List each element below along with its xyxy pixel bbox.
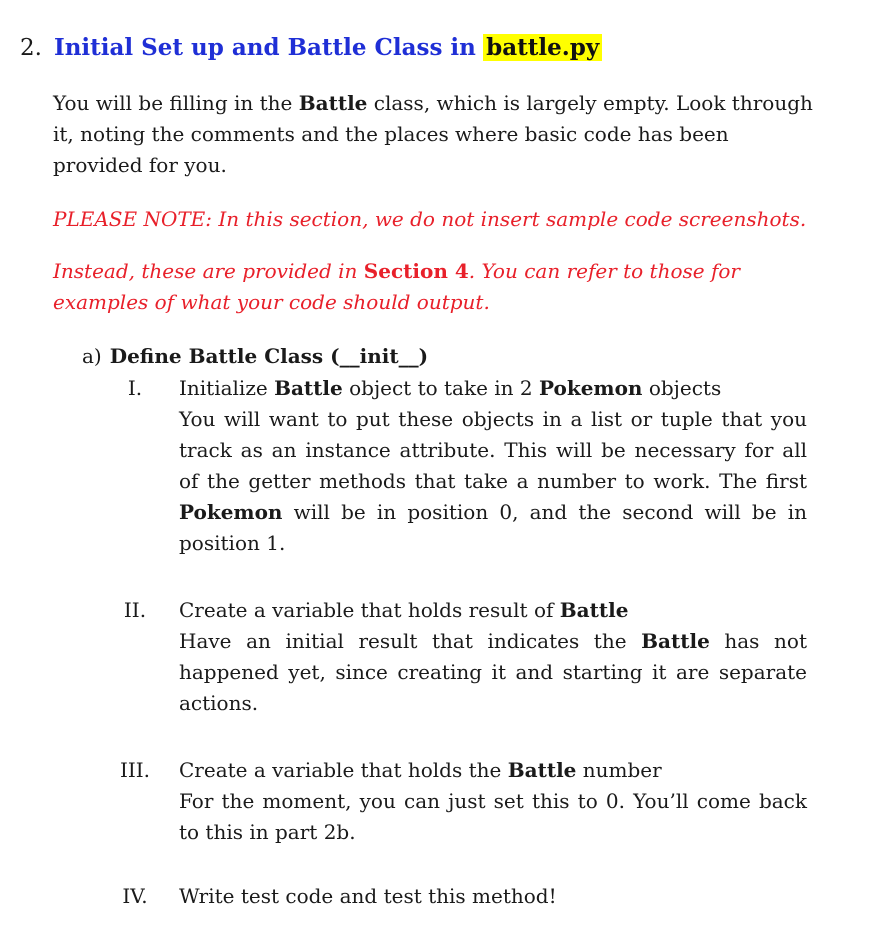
section-heading — [20, 30, 602, 66]
list-item-content — [179, 373, 807, 559]
list-item-body — [179, 626, 807, 719]
body-bold: Pokemon — [179, 500, 283, 524]
title-bold: Pokemon — [539, 376, 643, 400]
list-marker: II. — [123, 598, 147, 622]
list-item-title — [179, 755, 807, 786]
list-item-title — [179, 595, 807, 626]
list-item-title: Write test code and test this method! — [179, 884, 557, 908]
section-number: 2. — [20, 35, 42, 61]
list-item-body: For the moment, you can just set this to 0. You’ll come back to this in part 2b. — [179, 789, 807, 844]
title-text: objects — [648, 376, 722, 400]
body-text: will be in position 0, and the second will be in position 1. — [179, 500, 808, 555]
list-item-content — [179, 881, 807, 912]
list-item-content — [179, 755, 807, 848]
note-text-2: . You can refer to those for examples of what your code should output. — [53, 259, 740, 314]
title-text: Create a variable that holds result of — [179, 598, 554, 622]
title-bold: Battle — [559, 598, 629, 622]
list-item-content — [179, 595, 807, 719]
title-text: number — [582, 758, 662, 782]
body-text: You will want to put these objects in a list or tuple that you track as an instance attribute. This will be necessary for all of the getter methods that take a number to work. The first — [179, 407, 807, 493]
intro-paragraph — [53, 88, 823, 181]
list-marker: I. — [127, 376, 143, 400]
subsection-letter: a) — [82, 344, 102, 368]
body-bold: Battle — [641, 629, 710, 653]
note-bold: Section 4 — [363, 259, 469, 283]
title-text: object to take in 2 — [349, 376, 533, 400]
title-bold: Battle — [507, 758, 577, 782]
highlighted-filename: battle.py — [483, 34, 602, 61]
list-item-title — [179, 373, 807, 404]
list-marker: IV. — [122, 884, 148, 908]
list-marker: III. — [119, 758, 151, 782]
intro-bold: Battle — [298, 91, 368, 115]
section-title: Initial Set up and Battle Class in — [53, 34, 476, 61]
title-text: Initialize — [179, 376, 268, 400]
intro-text-2: class, which is largely empty. Look through it, noting the comments and the places where basic code has been provided for you. — [53, 91, 813, 177]
list-item-body — [179, 404, 807, 559]
title-text: Create a variable that holds the — [179, 758, 502, 782]
subsection-title: Define Battle Class (__init__) — [109, 344, 429, 368]
note-text-1: Instead, these are provided in — [53, 259, 358, 283]
title-bold: Battle — [274, 376, 343, 400]
body-text: has not happened yet, since creating it and starting it are separate actions. — [179, 629, 807, 715]
intro-text-1: You will be filling in the — [53, 91, 293, 115]
note-line-1: PLEASE NOTE: In this section, we do not insert sample code screenshots. — [53, 207, 807, 231]
note-paragraph — [53, 256, 823, 318]
body-text: Have an initial result that indicates the — [179, 629, 627, 653]
subsection-a-heading — [82, 341, 428, 372]
